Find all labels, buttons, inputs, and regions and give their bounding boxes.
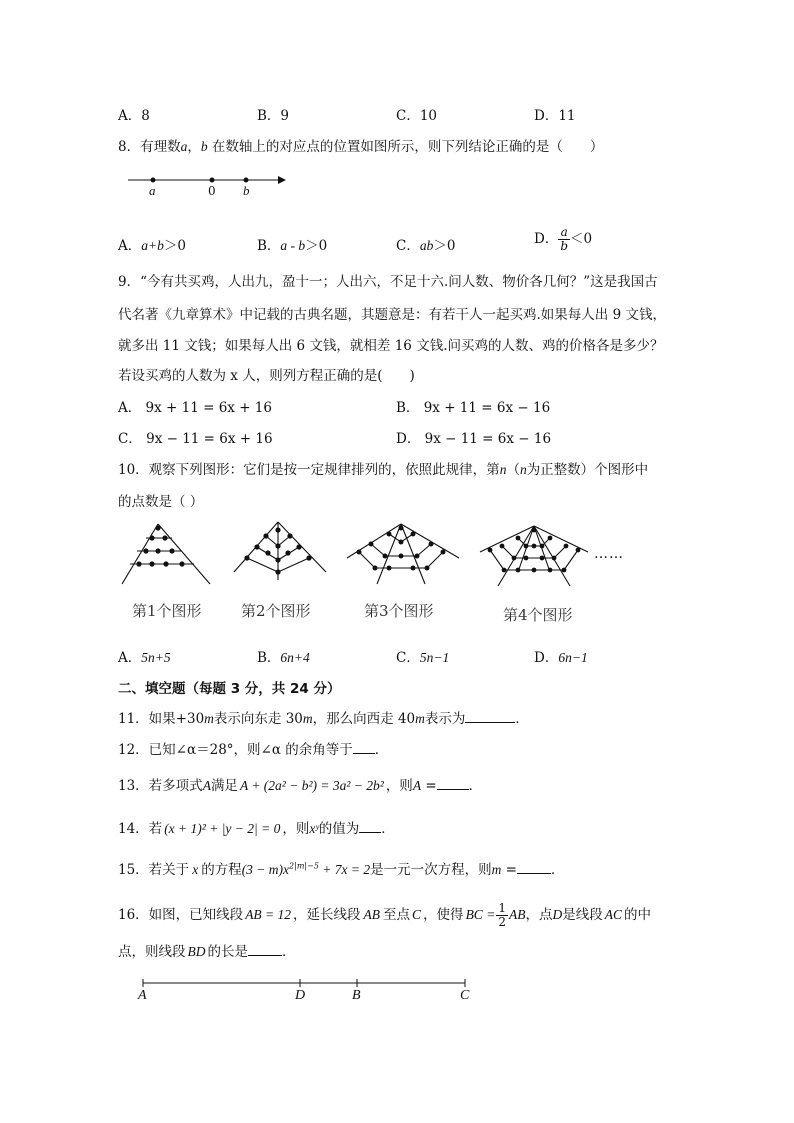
q8-option-a: A．a+b＞0 xyxy=(118,238,186,254)
q7-option-c: C．10 xyxy=(396,108,438,124)
q9-line-3: 就多出 11 文钱；如果每人出 6 文钱，就相差 16 文钱.问买鸡的人数、鸡的价格各是多少？ xyxy=(118,338,664,354)
q9-option-b: B． 9x + 11 = 6x − 16 xyxy=(396,400,551,416)
q9-line-4: 若设买鸡的人数为 x 人，则列方程正确的是( ) xyxy=(118,368,415,384)
q9-option-c: C． 9x − 11 = 6x + 16 xyxy=(118,431,273,447)
q16-label-d: D xyxy=(295,988,306,1003)
q15-text: 15．若关于 x 的方程$(3 - m)x^{2|m|-5} + 7x = 2$是一元一次方程，则m = ． xyxy=(118,861,565,878)
q10-figure-4-caption: 第4个图形 xyxy=(503,606,573,624)
q12-answer-blank[interactable] xyxy=(353,741,375,754)
q10-figure-3 xyxy=(345,520,461,588)
q11-answer-blank[interactable] xyxy=(465,710,515,723)
q8-stem: 8．有理数a，b 在数轴上的对应点的位置如图所示，则下列结论正确的是（ ） xyxy=(118,139,604,155)
q16-line-2: 点，则线段 BD 的长是 ． xyxy=(118,944,296,960)
q10-figure-1 xyxy=(122,524,212,588)
q10-line-2: 的点数是（ ） xyxy=(118,494,204,510)
q12-text: 12．已知∠α＝28°，则∠α 的余角等于 ． xyxy=(118,742,389,758)
q8-label-a: a xyxy=(149,183,156,198)
q10-option-b: B．6n+4 xyxy=(257,650,310,666)
q8-option-d: D． $\frac{a}{b}$ ＜0 xyxy=(534,225,593,253)
q11-text: 11．如果+30m表示向东走 30m，那么向西走 40m表示为 ． xyxy=(118,711,529,727)
q9-line-2: 代名著《九章算术》中记载的古典名题，其题意是：有若干人一起买鸡.如果每人出 9 文钱， xyxy=(118,307,666,323)
q8-option-b: B．a - b＞0 xyxy=(257,238,328,254)
q16-label-a: A xyxy=(138,988,147,1003)
q10-option-d: D．6n−1 xyxy=(534,650,588,666)
q7-option-b: B．9 xyxy=(257,108,290,124)
q16-label-c: C xyxy=(460,988,470,1003)
q9-option-d: D． 9x − 11 = 6x − 16 xyxy=(396,431,552,447)
q10-figure-3-caption: 第3个图形 xyxy=(364,602,434,620)
q10-ellipsis: …… xyxy=(594,546,624,562)
q8-label-0: 0 xyxy=(208,184,216,198)
q13-text: 13．若多项式A满足 A + (2a² − b²) = 3a² − 2b² ，则A = ． xyxy=(118,778,483,794)
q13-answer-blank[interactable] xyxy=(437,777,469,790)
q16-label-b: B xyxy=(352,988,361,1003)
q16-line-1: 16．如图，已知线段 AB = 12 ，延长线段 AB 至点 C ，使得 BC = $\frac{1}{2}$ AB，点D是线段 AC 的中 xyxy=(118,901,651,929)
section-2-title: 二、填空题（每题 3 分，共 24 分） xyxy=(118,681,341,697)
q14-text: 14．若 (x + 1)² + |y − 2| = 0 ，则xʸ的值为 ． xyxy=(118,821,395,837)
q9-line-1: 9．“今有共买鸡，人出九，盈十一；人出六，不足十六.问人数、物价各几何？”这是我国古 xyxy=(118,274,658,290)
q7-option-a: A．8 xyxy=(118,108,150,124)
q10-line-1: 10．观察下列图形：它们是按一定规律排列的，依照此规律，第n（n为正整数）个图形中 xyxy=(118,462,649,478)
q10-figure-1-caption: 第1个图形 xyxy=(132,602,202,620)
q16-answer-blank[interactable] xyxy=(248,943,282,956)
q8-label-b: b xyxy=(243,183,250,198)
q14-answer-blank[interactable] xyxy=(359,820,381,833)
q10-figure-4 xyxy=(478,524,590,590)
q10-option-a: A．5n+5 xyxy=(118,650,171,666)
q15-answer-blank[interactable] xyxy=(517,861,551,874)
q10-figure-2 xyxy=(232,520,328,582)
q10-figure-2-caption: 第2个图形 xyxy=(241,602,311,620)
q9-option-a: A． 9x + 11 = 6x + 16 xyxy=(118,400,272,416)
q10-option-c: C．5n−1 xyxy=(396,650,450,666)
q8-option-c: C．ab＞0 xyxy=(396,238,456,254)
q7-option-d: D．11 xyxy=(534,108,576,124)
